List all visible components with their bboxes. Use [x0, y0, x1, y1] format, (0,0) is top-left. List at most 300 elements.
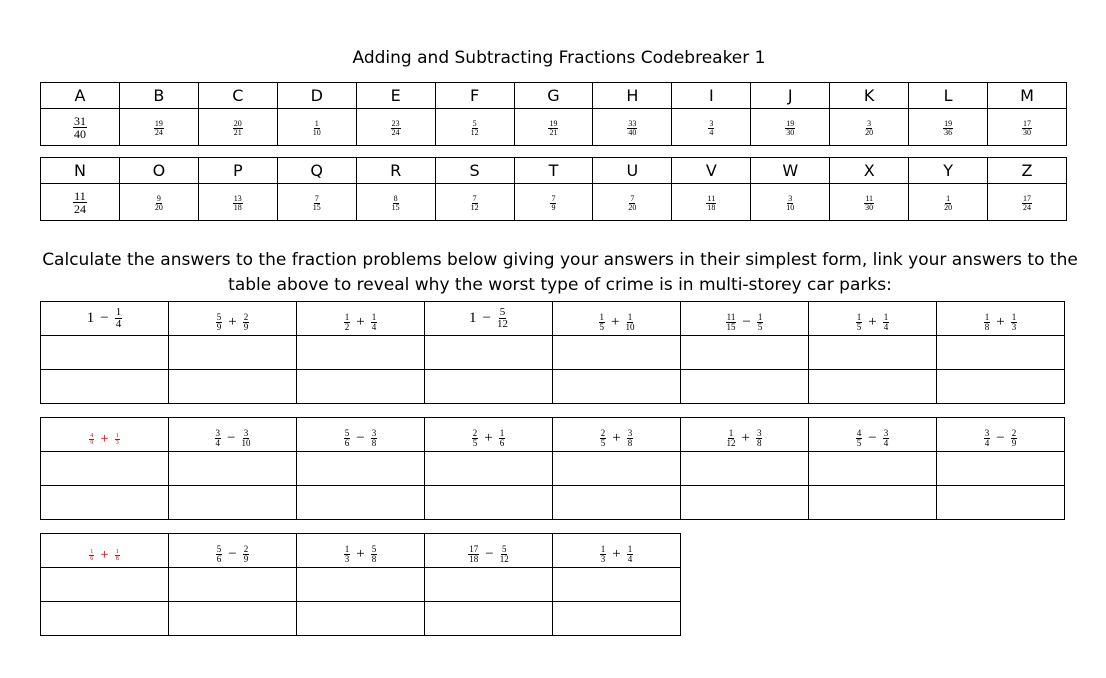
- problem-cell: [169, 534, 297, 568]
- fraction: [984, 429, 991, 448]
- letter-cell[interactable]: [297, 602, 425, 636]
- code-value-p: [198, 184, 277, 221]
- problem-cell: [297, 534, 425, 568]
- fraction: [1022, 120, 1032, 137]
- code-value-m: [988, 109, 1067, 146]
- answer-cell[interactable]: [169, 452, 297, 486]
- numerator: 2: [472, 428, 478, 438]
- denominator: 3: [600, 554, 606, 564]
- numerator: 1: [627, 312, 633, 322]
- code-values-row: [41, 109, 1067, 146]
- numerator: 17: [1023, 193, 1032, 203]
- operator: −: [485, 546, 494, 562]
- denominator: 8: [371, 438, 377, 448]
- problem-cell: [297, 418, 425, 452]
- numerator: 19: [786, 118, 795, 128]
- numerator: 1: [757, 312, 763, 322]
- code-value-d: [277, 109, 356, 146]
- fraction-expression: [600, 545, 633, 564]
- numerator: 3: [788, 193, 793, 203]
- fraction: [726, 313, 737, 332]
- answer-cell[interactable]: [425, 336, 553, 370]
- fraction: [627, 545, 634, 564]
- operator: −: [868, 430, 877, 446]
- denominator: 24: [73, 201, 86, 216]
- fraction: [371, 429, 378, 448]
- whole-number: 1: [86, 310, 95, 326]
- denominator: 4: [984, 438, 990, 448]
- code-table-n-z: [40, 157, 1067, 221]
- numerator: 3: [627, 428, 633, 438]
- numerator: 1: [883, 312, 889, 322]
- numerator: 1: [728, 428, 734, 438]
- code-letter-j: J: [751, 83, 830, 109]
- problem-cell: [41, 302, 169, 336]
- denominator: 21: [549, 127, 558, 137]
- fraction: [241, 429, 250, 448]
- numerator: 4: [856, 428, 862, 438]
- numerator: 1: [984, 312, 990, 322]
- fraction: [785, 120, 795, 137]
- fraction: [984, 313, 991, 332]
- code-letter-v: V: [672, 158, 751, 184]
- problem-cell: [41, 418, 169, 452]
- numerator: 17: [469, 544, 479, 554]
- denominator: 5: [757, 322, 763, 332]
- code-letter-o: O: [119, 158, 198, 184]
- denominator: 18: [707, 202, 716, 212]
- letter-cell[interactable]: [169, 370, 297, 404]
- numerator: 1: [946, 193, 951, 203]
- numerator: 1: [344, 312, 350, 322]
- denominator: 24: [391, 127, 400, 137]
- operator: +: [612, 546, 621, 562]
- numerator: 2: [243, 544, 249, 554]
- problem-cell: [681, 302, 809, 336]
- denominator: 10: [625, 322, 635, 332]
- fraction-expression: [344, 313, 377, 332]
- answer-cell[interactable]: [41, 568, 169, 602]
- fraction: [1011, 429, 1018, 448]
- problem-row: [41, 418, 1065, 452]
- fraction: [883, 429, 890, 448]
- letter-cell[interactable]: [553, 370, 681, 404]
- fraction: [599, 313, 606, 332]
- fraction-expression: [89, 547, 119, 564]
- operator: −: [996, 430, 1005, 446]
- fraction: [313, 120, 321, 137]
- numerator: 3: [709, 118, 714, 128]
- operator: −: [742, 314, 751, 330]
- code-letter-a: A: [41, 83, 120, 109]
- fraction-expression: [856, 429, 889, 448]
- answer-row: [41, 452, 1065, 486]
- denominator: 40: [73, 126, 86, 141]
- code-letter-b: B: [119, 83, 198, 109]
- code-value-u: [593, 184, 672, 221]
- fraction: [943, 120, 953, 137]
- operator: +: [484, 430, 493, 446]
- denominator: 6: [499, 438, 505, 448]
- fraction: [115, 433, 120, 446]
- problem-cell: [553, 418, 681, 452]
- code-value-i: [672, 109, 751, 146]
- fraction: [856, 313, 863, 332]
- numerator: 4: [90, 432, 94, 439]
- numerator: 11: [74, 188, 86, 203]
- numerator: 5: [371, 544, 377, 554]
- letter-cell[interactable]: [425, 602, 553, 636]
- fraction-expression: [344, 545, 377, 564]
- fraction: [628, 195, 636, 212]
- denominator: 2: [344, 322, 350, 332]
- letter-cell[interactable]: [553, 486, 681, 520]
- letter-cell[interactable]: [681, 370, 809, 404]
- fraction-expression: [215, 429, 251, 448]
- operator: +: [100, 546, 109, 563]
- code-letter-h: H: [593, 83, 672, 109]
- operator: −: [356, 430, 365, 446]
- fraction: [471, 195, 479, 212]
- answer-cell[interactable]: [297, 568, 425, 602]
- answer-cell[interactable]: [425, 452, 553, 486]
- letter-cell[interactable]: [681, 486, 809, 520]
- operator: +: [356, 314, 365, 330]
- problem-row: [41, 534, 681, 568]
- problem-cell: [809, 418, 937, 452]
- denominator: 9: [1011, 438, 1017, 448]
- numerator: 5: [216, 312, 222, 322]
- problem-cell: [937, 302, 1065, 336]
- code-value-x: [830, 184, 909, 221]
- fraction: [115, 549, 120, 562]
- fraction: [344, 545, 351, 564]
- operator: −: [482, 310, 491, 326]
- denominator: 9: [216, 322, 222, 332]
- numerator: 1: [499, 428, 505, 438]
- letter-row: [41, 602, 681, 636]
- answer-cell[interactable]: [169, 568, 297, 602]
- answer-cell[interactable]: [553, 568, 681, 602]
- fraction-expression: [344, 429, 377, 448]
- numerator: 7: [472, 193, 477, 203]
- denominator: 5: [856, 438, 862, 448]
- numerator: 1: [90, 548, 94, 555]
- numerator: 31: [73, 113, 86, 128]
- letter-row: [41, 486, 1065, 520]
- numerator: 33: [628, 118, 637, 128]
- instructions-line-2: table above to reveal why the worst type of crime is in multi-storey car parks:: [228, 275, 892, 295]
- fraction: [468, 545, 479, 564]
- letter-cell[interactable]: [809, 370, 937, 404]
- numerator: 20: [233, 118, 242, 128]
- denominator: 20: [154, 202, 163, 212]
- code-letters-row: [41, 83, 1067, 109]
- fraction-expression: [216, 545, 249, 564]
- problem-table-3: [40, 533, 681, 636]
- answer-cell[interactable]: [937, 336, 1065, 370]
- operator: +: [996, 314, 1005, 330]
- fraction: [1011, 313, 1018, 332]
- answer-cell[interactable]: [937, 452, 1065, 486]
- code-letter-r: R: [356, 158, 435, 184]
- fraction: [216, 313, 223, 332]
- numerator: 7: [314, 193, 319, 203]
- code-value-y: [909, 184, 988, 221]
- numerator: 11: [865, 193, 874, 203]
- letter-cell[interactable]: [297, 370, 425, 404]
- numerator: 5: [472, 118, 477, 128]
- fraction: [233, 195, 243, 212]
- numerator: 1: [344, 544, 350, 554]
- code-letter-n: N: [41, 158, 120, 184]
- code-value-g: [514, 109, 593, 146]
- answer-cell[interactable]: [809, 452, 937, 486]
- numerator: 19: [549, 118, 558, 128]
- fraction-expression: [600, 429, 633, 448]
- fraction: [391, 120, 401, 137]
- letter-cell[interactable]: [297, 486, 425, 520]
- numerator: 3: [883, 428, 889, 438]
- problem-cell: [681, 418, 809, 452]
- denominator: 5: [472, 438, 478, 448]
- code-letter-y: Y: [909, 158, 988, 184]
- code-letter-p: P: [198, 158, 277, 184]
- letter-cell[interactable]: [41, 602, 169, 636]
- fraction-expression: [856, 313, 889, 332]
- answer-cell[interactable]: [41, 452, 169, 486]
- fraction: [548, 120, 558, 137]
- problem-cell: [425, 534, 553, 568]
- denominator: 18: [233, 202, 242, 212]
- fraction: [550, 195, 556, 212]
- problem-cell: [809, 302, 937, 336]
- code-letter-q: Q: [277, 158, 356, 184]
- fraction: [865, 120, 873, 137]
- denominator: 4: [883, 438, 889, 448]
- fraction: [706, 195, 716, 212]
- letter-cell[interactable]: [169, 486, 297, 520]
- letter-cell[interactable]: [41, 370, 169, 404]
- fraction: [1022, 195, 1032, 212]
- fraction: [471, 120, 479, 137]
- operator: +: [228, 314, 237, 330]
- answer-cell[interactable]: [297, 452, 425, 486]
- numerator: 1: [371, 312, 377, 322]
- denominator: 12: [499, 554, 509, 564]
- denominator: 10: [312, 127, 321, 137]
- fraction: [756, 429, 763, 448]
- denominator: 8: [756, 438, 762, 448]
- denominator: 4: [709, 127, 714, 137]
- code-value-n: [41, 184, 120, 221]
- problem-cell: [425, 418, 553, 452]
- fraction: [73, 190, 87, 215]
- numerator: 3: [867, 118, 872, 128]
- code-value-k: [830, 109, 909, 146]
- operator: +: [741, 430, 750, 446]
- denominator: 3: [1011, 322, 1017, 332]
- problem-cell: [169, 418, 297, 452]
- code-value-c: [198, 109, 277, 146]
- numerator: 5: [216, 544, 222, 554]
- operator: −: [228, 546, 237, 562]
- problem-cell: [553, 534, 681, 568]
- fraction: [600, 545, 607, 564]
- code-letter-m: M: [988, 83, 1067, 109]
- letter-cell[interactable]: [809, 486, 937, 520]
- answer-row: [41, 336, 1065, 370]
- numerator: 1: [856, 312, 862, 322]
- denominator: 3: [344, 554, 350, 564]
- numerator: 3: [756, 428, 762, 438]
- denominator: 4: [115, 318, 122, 330]
- code-value-h: [593, 109, 672, 146]
- code-value-z: [988, 184, 1067, 221]
- problem-row: [41, 302, 1065, 336]
- fraction: [233, 120, 243, 137]
- code-value-s: [435, 184, 514, 221]
- letter-cell[interactable]: [425, 370, 553, 404]
- letter-cell[interactable]: [425, 486, 553, 520]
- fraction: [708, 120, 714, 137]
- problem-table-2: [40, 417, 1065, 520]
- code-value-b: [119, 109, 198, 146]
- numerator: 1: [115, 306, 122, 318]
- denominator: 36: [944, 127, 953, 137]
- answer-cell[interactable]: [41, 336, 169, 370]
- denominator: 5: [600, 438, 606, 448]
- denominator: 18: [469, 554, 479, 564]
- whole-number: 1: [469, 310, 477, 326]
- answer-cell[interactable]: [553, 452, 681, 486]
- fraction: [371, 313, 378, 332]
- code-value-l: [909, 109, 988, 146]
- denominator: 4: [371, 322, 377, 332]
- code-value-f: [435, 109, 514, 146]
- code-letter-s: S: [435, 158, 514, 184]
- operator: +: [611, 314, 620, 330]
- fraction-expression: [984, 313, 1017, 332]
- fraction: [89, 549, 94, 562]
- fraction: [883, 313, 890, 332]
- problem-cell: [425, 302, 553, 336]
- numerator: 7: [630, 193, 635, 203]
- code-value-e: [356, 109, 435, 146]
- code-value-a: [41, 109, 120, 146]
- numerator: 11: [707, 193, 716, 203]
- code-letter-w: W: [751, 158, 830, 184]
- instructions-line-1: Calculate the answers to the fraction problems below giving your answers in their simplest form, link your answers to the: [42, 250, 1078, 270]
- numerator: 5: [499, 306, 506, 318]
- denominator: 6: [344, 438, 350, 448]
- fraction: [472, 429, 479, 448]
- denominator: 6: [216, 554, 222, 564]
- denominator: 21: [233, 127, 242, 137]
- code-value-r: [356, 184, 435, 221]
- operator: −: [100, 310, 109, 326]
- code-letter-g: G: [514, 83, 593, 109]
- denominator: 5: [856, 322, 862, 332]
- numerator: 2: [600, 428, 606, 438]
- fraction-expression: [984, 429, 1017, 448]
- letter-cell[interactable]: [41, 486, 169, 520]
- problem-cell: [553, 302, 681, 336]
- answer-cell[interactable]: [681, 452, 809, 486]
- letter-cell[interactable]: [937, 370, 1065, 404]
- code-value-o: [119, 184, 198, 221]
- letter-cell[interactable]: [937, 486, 1065, 520]
- code-letter-t: T: [514, 158, 593, 184]
- denominator: 15: [391, 202, 400, 212]
- fraction: [73, 115, 87, 140]
- problem-cell: [169, 302, 297, 336]
- operator: +: [868, 314, 877, 330]
- answer-cell[interactable]: [425, 568, 553, 602]
- code-letter-x: X: [830, 158, 909, 184]
- denominator: 6: [90, 555, 94, 562]
- letter-cell[interactable]: [553, 602, 681, 636]
- answer-cell[interactable]: [297, 336, 425, 370]
- fraction: [243, 313, 250, 332]
- code-letter-e: E: [356, 83, 435, 109]
- fraction: [344, 313, 351, 332]
- instructions: [40, 248, 1080, 298]
- numerator: 1: [600, 544, 606, 554]
- code-letter-u: U: [593, 158, 672, 184]
- denominator: 12: [470, 127, 479, 137]
- denominator: 30: [865, 202, 874, 212]
- numerator: 1: [599, 312, 605, 322]
- denominator: 20: [628, 202, 637, 212]
- operator: +: [356, 546, 365, 562]
- numerator: 13: [233, 193, 242, 203]
- numerator: 3: [984, 428, 990, 438]
- fraction: [344, 429, 351, 448]
- numerator: 3: [215, 428, 221, 438]
- code-value-t: [514, 184, 593, 221]
- fraction: [600, 429, 607, 448]
- code-value-v: [672, 184, 751, 221]
- numerator: 2: [1011, 428, 1017, 438]
- denominator: 9: [243, 554, 249, 564]
- fraction-expression: [87, 307, 122, 330]
- fraction: [786, 195, 794, 212]
- fraction: [856, 429, 863, 448]
- answer-cell[interactable]: [169, 336, 297, 370]
- operator: −: [227, 430, 236, 446]
- code-letter-d: D: [277, 83, 356, 109]
- answer-cell[interactable]: [681, 336, 809, 370]
- denominator: 15: [312, 202, 321, 212]
- letter-cell[interactable]: [169, 602, 297, 636]
- fraction-expression: [89, 431, 119, 448]
- operator: +: [612, 430, 621, 446]
- fraction-expression: [726, 313, 764, 332]
- denominator: 24: [1023, 202, 1032, 212]
- denominator: 20: [865, 127, 874, 137]
- fraction: [155, 195, 163, 212]
- fraction: [499, 429, 506, 448]
- numerator: 1: [1011, 312, 1017, 322]
- denominator: 20: [944, 202, 953, 212]
- problem-cell: [297, 302, 425, 336]
- fraction: [313, 195, 321, 212]
- code-letter-z: Z: [988, 158, 1067, 184]
- answer-cell[interactable]: [809, 336, 937, 370]
- denominator: 3: [115, 439, 119, 446]
- answer-cell[interactable]: [553, 336, 681, 370]
